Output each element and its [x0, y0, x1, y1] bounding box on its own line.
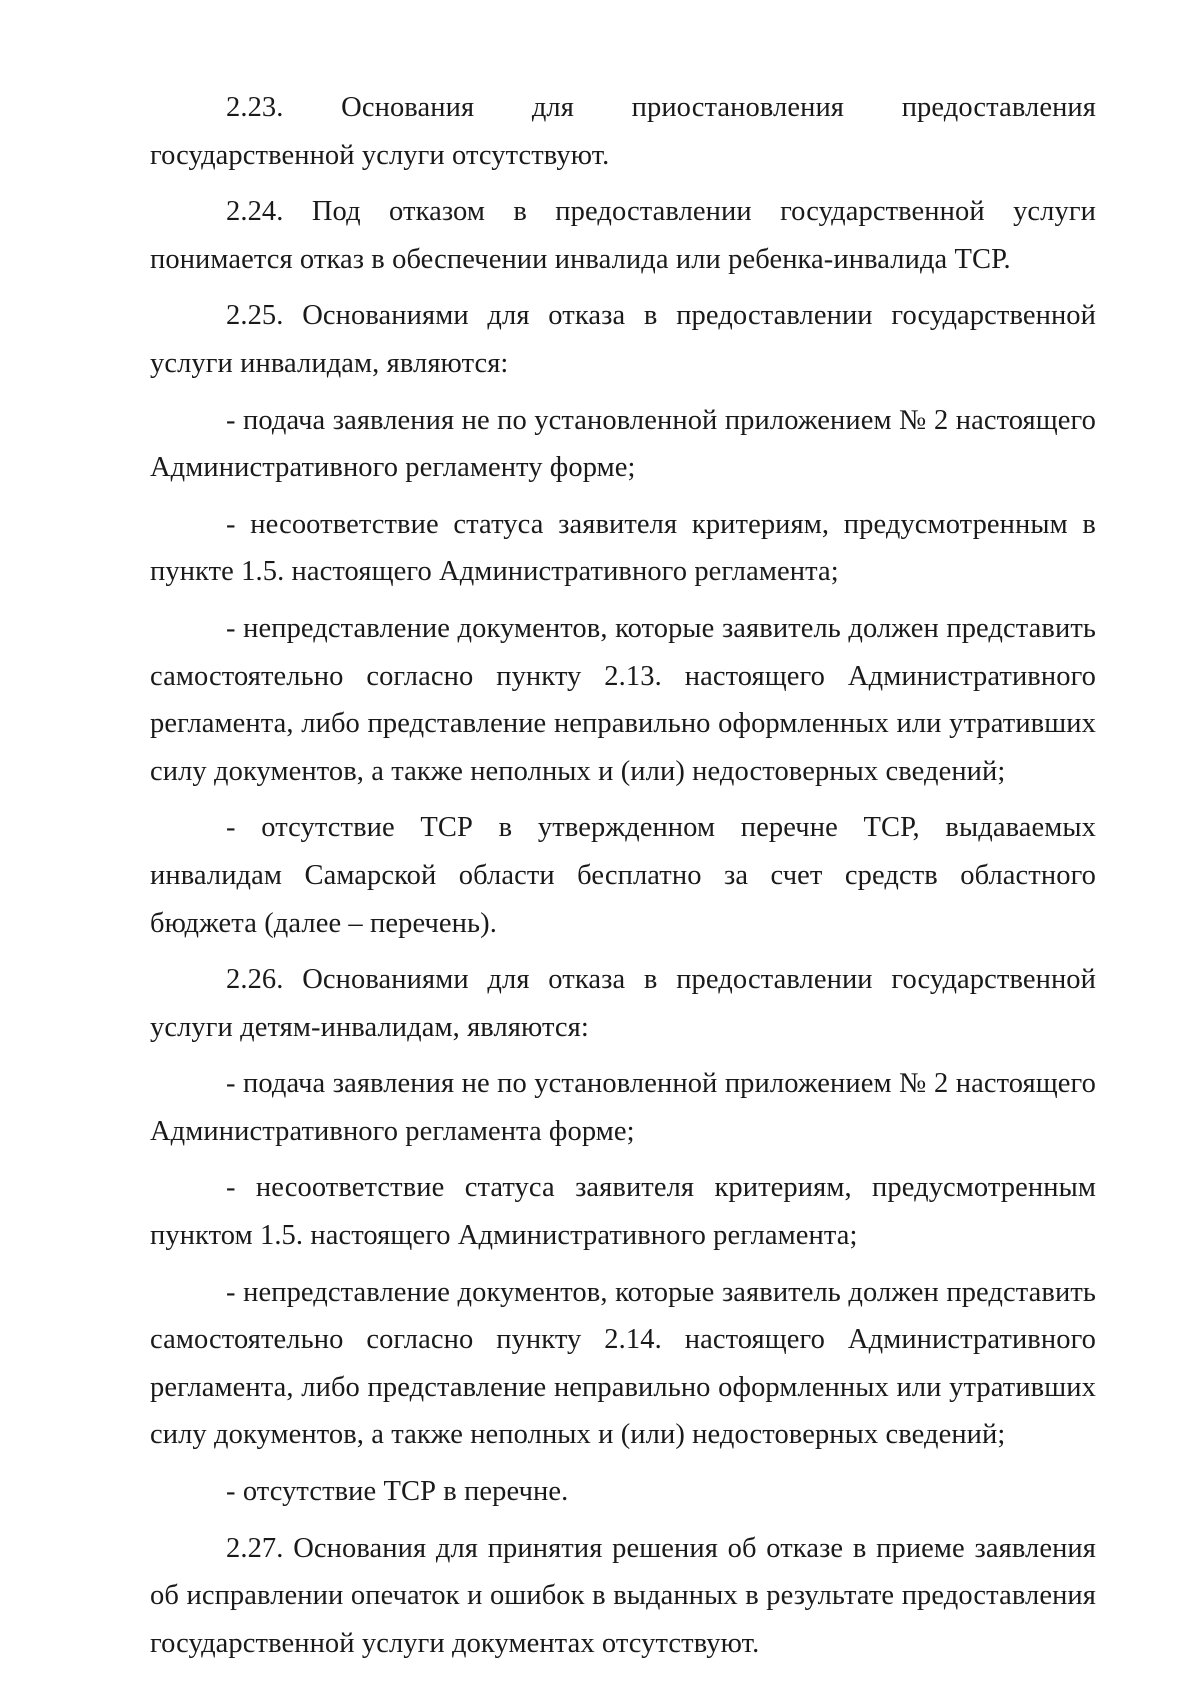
paragraph-2-27: 2.27. Основания для принятия решения об отказе в приеме заявления об исправлении опечаток и ошибок в выданных в результате предоставления государственной услуги документах отсутствуют.: [150, 1532, 1096, 1659]
document-body: [150, 84, 1096, 1667]
list-item-2-25-status: - несоответствие статуса заявителя критериям, предусмотренным в пункте 1.5. настоящего Административного регламента;: [150, 508, 1096, 588]
list-item-2-26-absence: - отсутствие ТСР в перечне.: [226, 1476, 569, 1508]
list-item-2-26-status: - несоответствие статуса заявителя критериям, предусмотренным пунктом 1.5. настоящего Административного регламента;: [150, 1172, 1096, 1252]
paragraph-2-24: 2.24. Под отказом в предоставлении государственной услуги понимается отказ в обеспечении инвалида или ребенка-инвалида ТСР.: [150, 196, 1096, 275]
paragraph-2-23: 2.23. Основания для приостановления предоставления государственной услуги отсутствуют.: [150, 92, 1096, 171]
list-item-2-25-form: - подача заявления не по установленной приложением № 2 настоящего Административного регламенту форме;: [150, 404, 1096, 484]
list-item-2-26-documents: - непредставление документов, которые заявитель должен представить самостоятельно согласно пункту 2.14. настоящего Административного регламента, либо представление неправильно оформленных или утративших силу документов, а также неполных и (или) недостоверных сведений;: [150, 1276, 1096, 1451]
list-item-2-25-documents: - непредставление документов, которые заявитель должен представить самостоятельно согласно пункту 2.13. настоящего Административного регламента, либо представление неправильно оформленных или утративших силу документов, а также неполных и (или) недостоверных сведений;: [150, 612, 1096, 787]
list-item-2-25-absence: - отсутствие ТСР в утвержденном перечне ТСР, выдаваемых инвалидам Самарской области бесплатно за счет средств областного бюджета (далее – перечень).: [150, 812, 1096, 939]
paragraph-2-25: 2.25. Основаниями для отказа в предоставлении государственной услуги инвалидам, являются:: [150, 300, 1096, 379]
paragraph-2-26: 2.26. Основаниями для отказа в предоставлении государственной услуги детям-инвалидам, являются:: [150, 964, 1096, 1043]
list-item-2-26-form: - подача заявления не по установленной приложением № 2 настоящего Административного регламента форме;: [150, 1068, 1096, 1147]
